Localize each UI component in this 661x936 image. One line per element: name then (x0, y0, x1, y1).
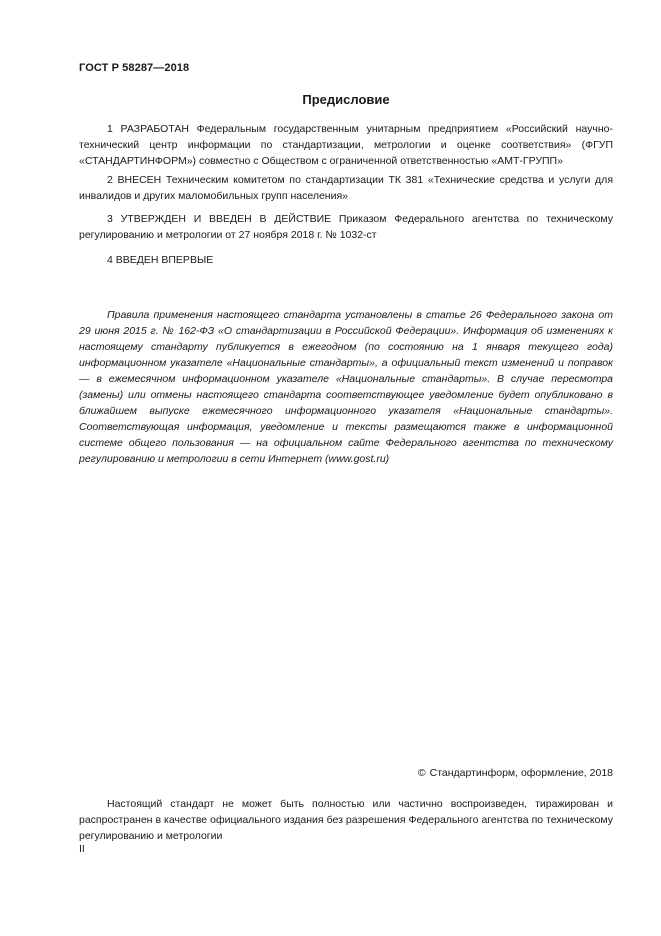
paragraph-introduced-by: 2 ВНЕСЕН Техническим комитетом по стандартизации ТК 381 «Технические средства и услуги для инвалидов и других маломобильных групп населения» (79, 174, 613, 202)
paragraph-approved: 3 УТВЕРЖДЕН И ВВЕДЕН В ДЕЙСТВИЕ Приказом Федерального агентства по техническому регулированию и метрологии от 27 ноября 2018 г. № 1032-ст (79, 213, 613, 241)
page-title: Предисловие (302, 92, 390, 107)
reproduction-notice: Настоящий стандарт не может быть полностью или частично воспроизведен, тиражирован и распространен в качестве официального издания без разрешения Федерального агентства по техническому регулированию и метрологии (79, 798, 613, 842)
copyright-text: Стандартинформ, оформление, 2018 (429, 767, 613, 779)
application-rules-notice: Правила применения настоящего стандарта установлены в статье 26 Федерального закона от 29 июня 2015 г. № 162-ФЗ «О стандартизации в Российской Федерации». Информация об изменениях к настоящему стандарту публикуется в ежегодном (по состоянию на 1 января текущего года) информационном указателе «Национальные стандарты», а официальный текст изменений и поправок — в ежемесячном информационном указателе «Национальные стандарты». В случае пересмотра (замены) или отмены настоящего стандарта соответствующее уведомление будет опубликовано в ближайшем выпуске ежемесячного информационного указателя «Национальные стандарты». Соответствующая информация, уведомление и тексты размещаются также в информационной системе общего пользования — на официальном сайте Федерального агентства по техническому регулированию и метрологии в сети Интернет (www.gost.ru) (79, 309, 613, 465)
page-number: II (79, 843, 85, 855)
paragraph-developed-by: 1 РАЗРАБОТАН Федеральным государственным унитарным предприятием «Российский научно-технический центр информации по стандартизации, метрологии и оценке соответствия» (ФГУП «СТАНДАРТИНФОРМ») совместно с Обществом с ограниченной ответственностью «АМТ-ГРУПП» (79, 123, 613, 167)
paragraph-first-introduced: 4 ВВЕДЕН ВПЕРВЫЕ (107, 254, 214, 266)
standard-id-header: ГОСТ Р 58287—2018 (79, 62, 190, 74)
copyright-line (418, 767, 613, 779)
copyright-icon: © (417, 767, 426, 779)
